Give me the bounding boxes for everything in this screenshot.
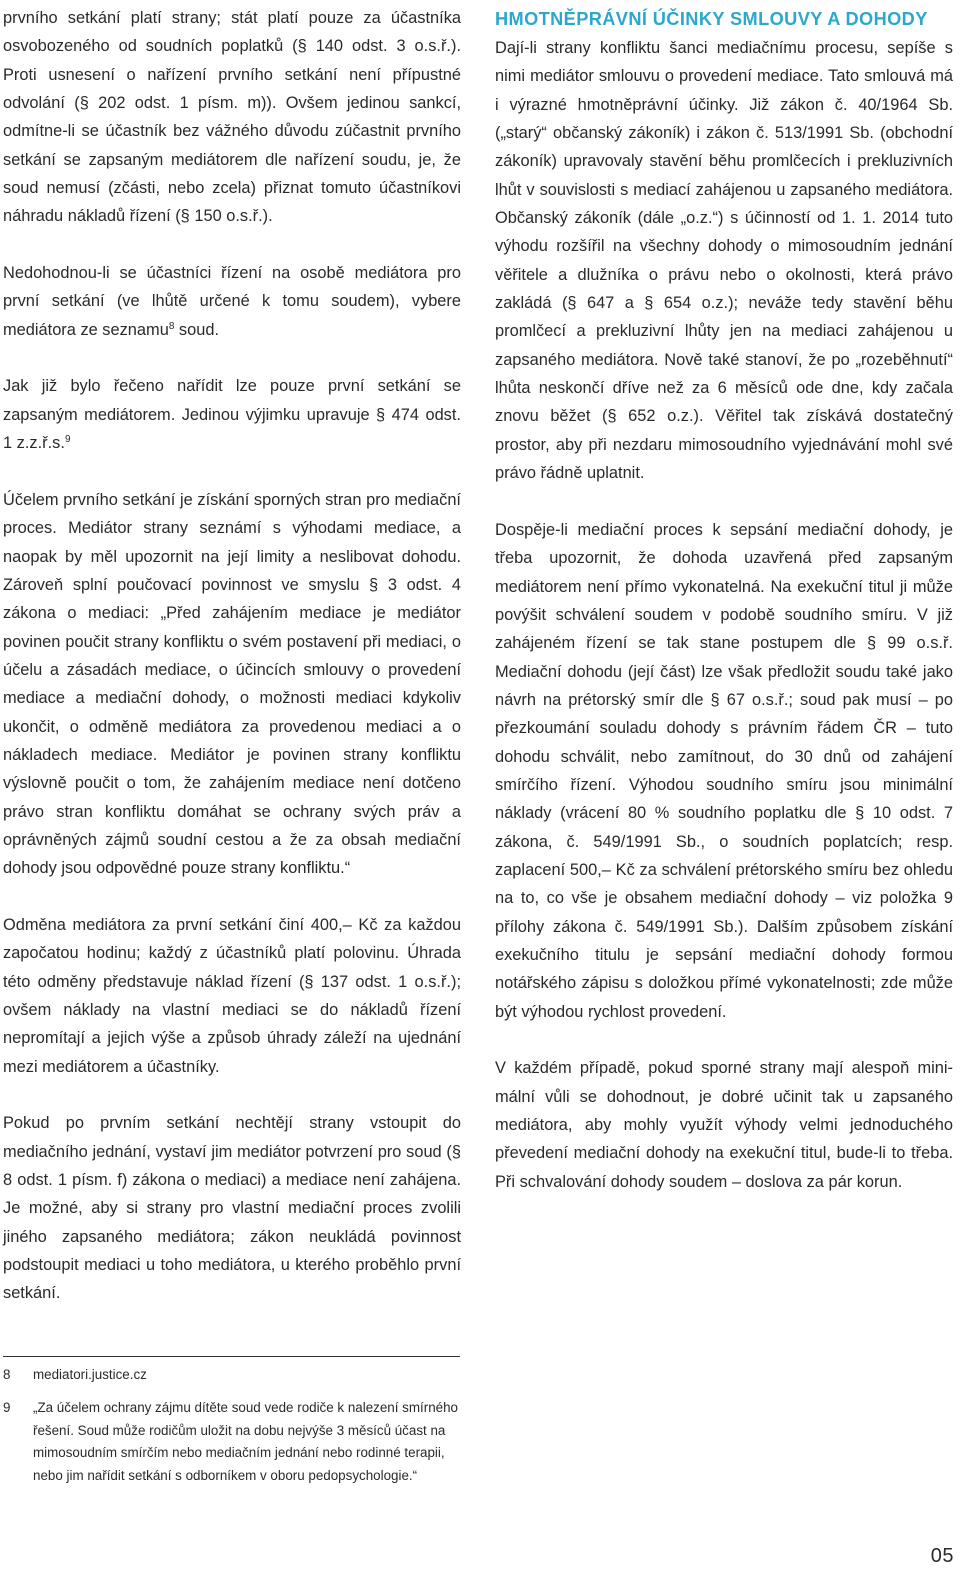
paragraph-enforceability: Dospěje-li mediační proces k sepsání mediační dohody, je třeba upozornit, že dohoda uzavřená před zapsaným mediátorem není přímo vykonatelná. Na exekuční titul ji může povýšit schválení soudem v podobě soudního smíru. V již zahájeném řízení se tak stane postupem dle § 99 o.s.ř. Mediační dohodu (její část) lze však předložit soudu také jako návrh na prétorský smír dle § 67 o.s.ř.; soud pak musí – po přezkoumání souladu dohody s právním řádem ČR – tuto dohodu schválit, nebo zamítnout, do 30 dnů od zahájení smírčího řízení. Výhodou soudního smíru jsou minimální náklady (vrácení 80 % soudního poplatku dle § 10 odst. 7 zákona, č. 549/1991 Sb., o soudních poplatcích; resp. zaplacení 500,– Kč za schválení prétorského smíru bez ohledu na to, co vše je obsahem mediační dohody – viz položka 9 přílohy zákona č. 549/1991 Sb.). Dalším způsobem získání exekučního titulu je sepsání mediační dohody formou notářského zápisu s doložkou přímé vykonatelnosti; zde může být výhodou rychlost provedení. [495,520,953,1021]
footnote-text: mediatori.justice.cz [33,1367,147,1382]
paragraph-conclusion: V každém případě, pokud sporné strany mají alespoň minimální vůli se dohodnout, je dobré učinit tak u zapsaného mediátora, aby mohly využít výhody velmi jednoduchého převedení mediační dohody na exekuční titul, bude-li to třeba. Při schvalování dohody soudem – doslova za pár korun. [495,1059,953,1191]
paragraph-text: Nedohodnou-li se účastníci řízení na osobě mediátora pro první setkání (ve lhůtě určené k tomu soudem), vybere mediátora ze seznamu [3,264,461,339]
footnote-ref-9: 9 [64,434,71,446]
footnote-number: 8 [3,1367,11,1382]
page-number: 05 [930,1545,954,1567]
footnote [3,1364,461,1386]
paragraph-exception [3,372,461,457]
footnote-ref-8: 8 [168,320,175,332]
paragraph-text: Jak již bylo řečeno nařídit lze pouze první setkání se zapsaným mediátorem. Jedinou výjimku upravuje § 474 odst. 1 z.z.ř.s. [3,377,461,453]
paragraph-purpose: Účelem prvního setkání je získání sporných stran pro mediační proces. Mediátor strany seznámí s výhodami mediace, a naopak by měl upozornit na její limity a neslibovat dohodu. Zároveň splní poučovací povinnost ve smyslu § 3 odst. 4 zákona o mediaci: „Před zahájením mediace je mediátor povinen poučit strany konfliktu o svém postavení při mediaci, o účelu a zásadách mediace, o účincích smlouvy o provedení mediace a mediační dohody, o možnosti mediaci kdykoliv ukončit, o odměně mediátora za provedenou mediaci a o nákladech mediace. Mediátor je povinen strany konfliktu výslovně poučit o tom, že zahájením mediace není dotčeno právo stran konfliktu domáhat se ochrany svých práv a oprávněných zájmů soudní cestou a že za obsah mediační dohody jsou odpovědné pouze strany konfliktu.“ [3,490,461,878]
right-column [495,4,953,1224]
footnotes [3,1364,461,1498]
paragraph-after-first-meeting: Pokud po prvním setkání nechtějí strany vstoupit do mediačního jednání, vystaví jim mediátor potvrzení pro soud (§ 8 odst. 1 písm. f) zákona o mediaci) a mediace není zahájena. Je možné, aby si strany pro vlastní mediační proces zvolili jiného zapsaného mediátora; zákon neukládá povinnost podstoupit mediaci u toho mediátora, u kterého proběhlo první setkání. [3,1114,461,1303]
footnote-divider [3,1356,460,1357]
footnote-number: 9 [3,1400,11,1416]
paragraph-mediator-selection [3,259,461,344]
left-column [3,4,461,1336]
paragraph-text: soud. [174,320,220,339]
footnote [3,1397,461,1487]
paragraph-contract-effects: Dají-li strany konfliktu šanci mediačnímu procesu, sepíše s nimi mediátor smlouvu o provedení mediace. Tato smlouvá má i výrazné hmotněprávní účinky. Již zákon č. 40/1964 Sb. („starý“ občanský zákoník) i zákon č. 513/1991 Sb. (obchodní zákoník) upravovaly stavění běhu promlčecích i prekluzivních lhůt v souvislosti s mediací zahájenou u zapsaného mediátora. Občanský zákoník (dále „o.z.“) s účinností od 1. 1. 2014 tuto výhodu rozšířil na všechny dohody o mimosoudním jednání věřitele a dlužníka o právu nebo o okolnosti, která právo zakládá (§ 647 a § 654 o.z.); neváže tedy stavění běhu promlčecí a prekluzivní lhůty jen na mediaci zahájenou u zapsaného mediátora. Nově také stanoví, že po „rozeběhnutí“ lhůta neskončí dříve než za 6 měsíců ode dne, kdy začala znovu běžet (§ 652 o.z.). Věřitel tak získává dostatečný prostor, aby při nezdaru mimosoudního vyjednávání mohl své právo řádně uplatnit. [495,39,953,483]
section-heading: HMOTNĚPRÁVNÍ ÚČINKY SMLOUVY A DOHODY [495,9,928,29]
paragraph-mediator-fee: Odměna mediátora za první setkání činí 400,– Kč za každou započatou hodinu; každý z účastníků platí polovinu. Úhrada této odměny představuje náklad řízení (§ 137 odst. 1 o.s.ř.); ovšem náklady na vlastní mediaci se do nákladů řízení nepromítají a jejich výše a způsob úhrady záleží na ujednání mezi mediátorem a účastníky. [3,916,461,1076]
paragraph-first-meeting-costs: prvního setkání platí strany; stát platí pouze za účastníka osvobozeného od soudních poplatků (§ 140 odst. 3 o.s.ř.). Proti usnesení o nařízení prvního setkání není přípustné odvolání (§ 202 odst. 1 písm. m)). Ovšem jedinou sankcí, odmítne-li se účastník bez vážného důvodu zúčastnit prvního setkání se zapsaným mediátorem dle nařízení soudu, je, že soud nemusí (zčásti, nebo zcela) přiznat tomuto účastníkovi náhradu nákladů řízení (§ 150 o.s.ř.). [3,9,461,226]
footnote-text: „Za účelem ochrany zájmu dítěte soud vede rodiče k nalezení smírného řešení. Soud může rodičům uložit na dobu nejvýše 3 měsíců účast na mimosoudním smírčím nebo mediačním jednání nebo rodinné terapii, nebo jim nařídit setkání s odborníkem v oboru pedopsychologie.“ [33,1400,459,1483]
